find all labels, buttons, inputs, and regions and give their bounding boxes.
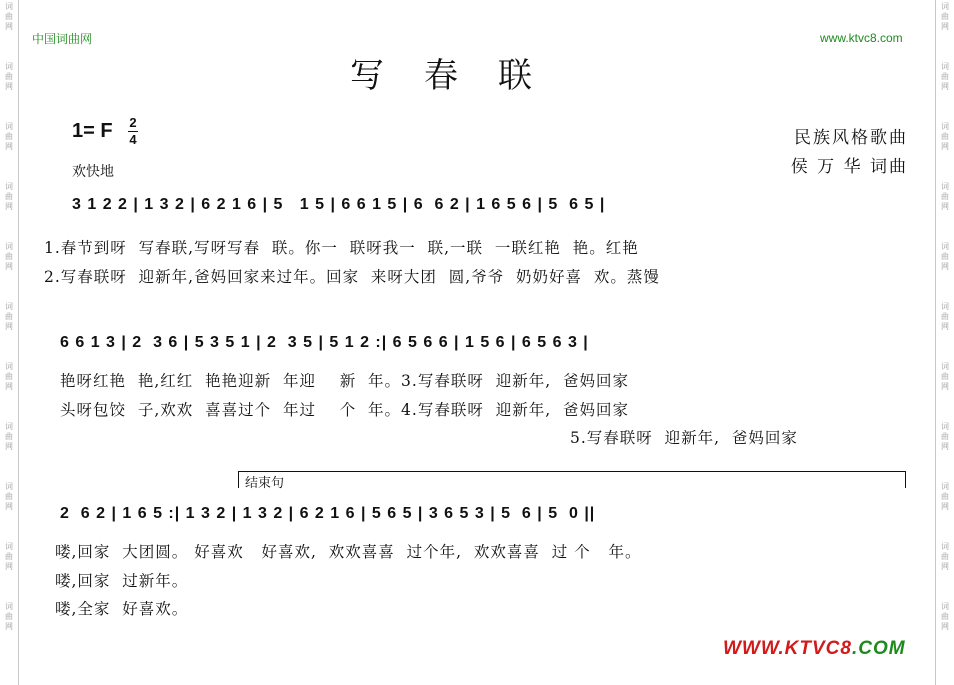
watermark-glyph: 词 曲 网 xyxy=(5,422,13,451)
time-signature-top: 2 xyxy=(129,115,137,130)
watermark-glyph: 词 曲 网 xyxy=(941,2,949,31)
watermark-glyph: 词 曲 网 xyxy=(941,362,949,391)
watermark-glyph: 词 曲 网 xyxy=(5,182,13,211)
watermark-glyph: 词 曲 网 xyxy=(5,362,13,391)
site-name-left: 中国词曲网 xyxy=(32,32,93,46)
lyric-line-2-verse-1: 艳呀红艳 艳,红红 艳艳迎新 年迎 新 年。3.写春联呀 迎新年, 爸妈回家 xyxy=(60,372,629,390)
lyric-line-3-verse-2: 喽,回家 过新年。 xyxy=(55,572,189,590)
watermark-glyph: 词 曲 网 xyxy=(941,422,949,451)
logo-prefix: WWW. xyxy=(723,638,785,659)
watermark-glyph: 词 曲 网 xyxy=(5,482,13,511)
watermark-glyph: 词 曲 网 xyxy=(5,62,13,91)
time-signature xyxy=(128,116,138,147)
tempo-marking: 欢快地 xyxy=(72,164,114,180)
logo-suffix: .COM xyxy=(851,638,906,659)
key-signature: 1= F xyxy=(72,120,113,142)
site-url-right: www.ktvc8.com xyxy=(820,31,903,45)
logo-brand: KTVC8 xyxy=(784,638,852,659)
watermark-glyph: 词 曲 网 xyxy=(5,242,13,271)
composer-credit: 侯 万 华 词曲 xyxy=(790,157,908,177)
left-watermark-strip xyxy=(0,0,19,685)
watermark-glyph: 词 曲 网 xyxy=(5,302,13,331)
ending-label: 结束句 xyxy=(245,476,285,491)
watermark-glyph: 词 曲 网 xyxy=(941,122,949,151)
watermark-glyph: 词 曲 网 xyxy=(5,542,13,571)
lyric-line-1-verse-1: 1.春节到呀 写春联,写呀写春 联。你一 联呀我一 联,一联 一联红艳 艳。红艳 xyxy=(44,239,639,257)
lyric-line-3-verse-3: 喽,全家 好喜欢。 xyxy=(55,600,189,618)
notation-system-3: 2 6 2 | 1 6 5 :| 1 3 2 | 1 3 2 | 6 2 1 6 | 5 6 5 | 3 6 5 3 | 5 6 | 5 0 || xyxy=(60,505,596,522)
right-watermark-strip xyxy=(935,0,954,685)
site-logo xyxy=(723,638,906,660)
genre-credit: 民族风格歌曲 xyxy=(794,128,908,148)
notation-system-1: 3 1 2 2 | 1 3 2 | 6 2 1 6 | 5 1 5 | 6 6 1 5 | 6 6 2 | 1 6 5 6 | 5 6 5 | xyxy=(72,196,606,213)
lyric-line-2-verse-5: 5.写春联呀 迎新年, 爸妈回家 xyxy=(570,429,798,447)
watermark-glyph: 词 曲 网 xyxy=(941,602,949,631)
watermark-glyph: 词 曲 网 xyxy=(941,242,949,271)
ending-bracket xyxy=(238,471,906,488)
watermark-glyph: 词 曲 网 xyxy=(5,122,13,151)
lyric-line-2-verse-2: 头呀包饺 子,欢欢 喜喜过个 年过 个 年。4.写春联呀 迎新年, 爸妈回家 xyxy=(60,401,629,419)
watermark-glyph: 词 曲 网 xyxy=(5,2,13,31)
watermark-glyph: 词 曲 网 xyxy=(941,482,949,511)
lyric-line-1-verse-2: 2.写春联呀 迎新年,爸妈回家来过年。回家 来呀大团 圆,爷爷 奶奶好喜 欢。蒸馒 xyxy=(44,268,660,286)
notation-system-2: 6 6 1 3 | 2 3 6 | 5 3 5 1 | 2 3 5 | 5 1 2 :| 6 5 6 6 | 1 5 6 | 6 5 6 3 | xyxy=(60,334,589,351)
watermark-glyph: 词 曲 网 xyxy=(941,62,949,91)
watermark-glyph: 词 曲 网 xyxy=(941,542,949,571)
song-title: 写春联 xyxy=(350,56,572,96)
watermark-glyph: 词 曲 网 xyxy=(941,302,949,331)
lyric-line-3-verse-1: 喽,回家 大团圆。 好喜欢 好喜欢, 欢欢喜喜 过个年, 欢欢喜喜 过 个 年。 xyxy=(55,543,642,561)
watermark-glyph: 词 曲 网 xyxy=(941,182,949,211)
watermark-glyph: 词 曲 网 xyxy=(5,602,13,631)
time-signature-bottom: 4 xyxy=(129,132,137,147)
